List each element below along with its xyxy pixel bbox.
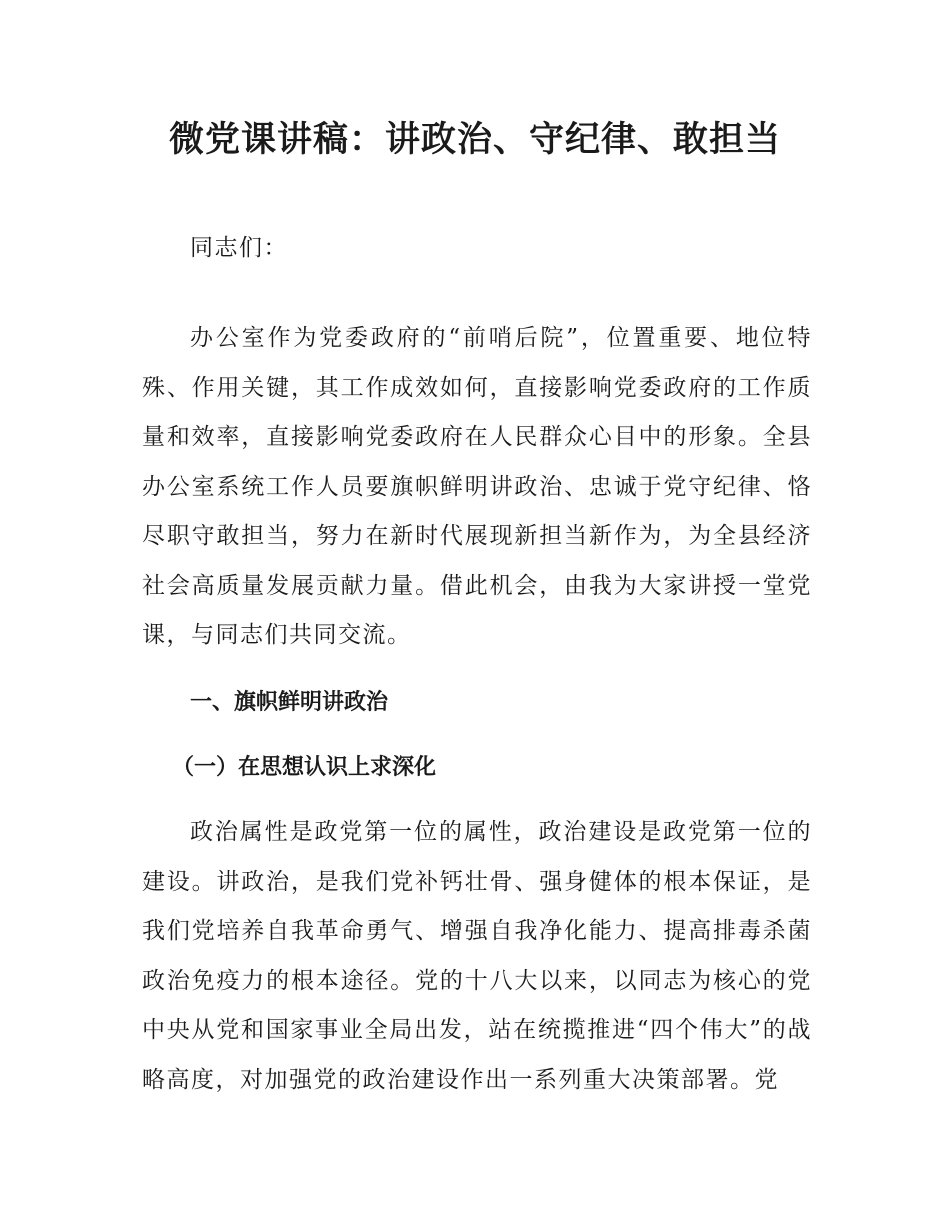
document-title: 微党课讲稿：讲政治、守纪律、敢担当 — [168, 120, 781, 160]
salutation: 同志们： — [190, 235, 288, 261]
subsection-heading-1: （一）在思想认识上求深化 — [172, 755, 437, 780]
section-heading-1: 一、旗帜鲜明讲政治 — [190, 690, 389, 715]
subsection-paragraph-1: 政治属性是政党第一位的属性，政治建设是政党第一位的建设。讲政治，是我们党补钙壮骨、强身健体的根本保证，是我们党培养自我革命勇气、增强自我净化能力、提高排毒杀菌政治免疫力的根本途径。党的十八大以来，以同志为核心的党中央从党和国家事业全局出发，站在统揽推进“四个伟大”的战略高度，对加强党的政治建设作出一系列重大决策部署。党 — [142, 819, 812, 1093]
intro-paragraph: 办公室作为党委政府的“前哨后院”，位置重要、地位特殊、作用关键，其工作成效如何，直接影响党委政府的工作质量和效率，直接影响党委政府在人民群众心目中的形象。全县办公室系统工作人员要旗帜鲜明讲政治、忠诚于党守纪律、恪尽职守敢担当，努力在新时代展现新担当新作为，为全县经济社会高质量发展贡献力量。借此机会，由我为大家讲授一堂党课，与同志们共同交流。 — [142, 325, 812, 648]
